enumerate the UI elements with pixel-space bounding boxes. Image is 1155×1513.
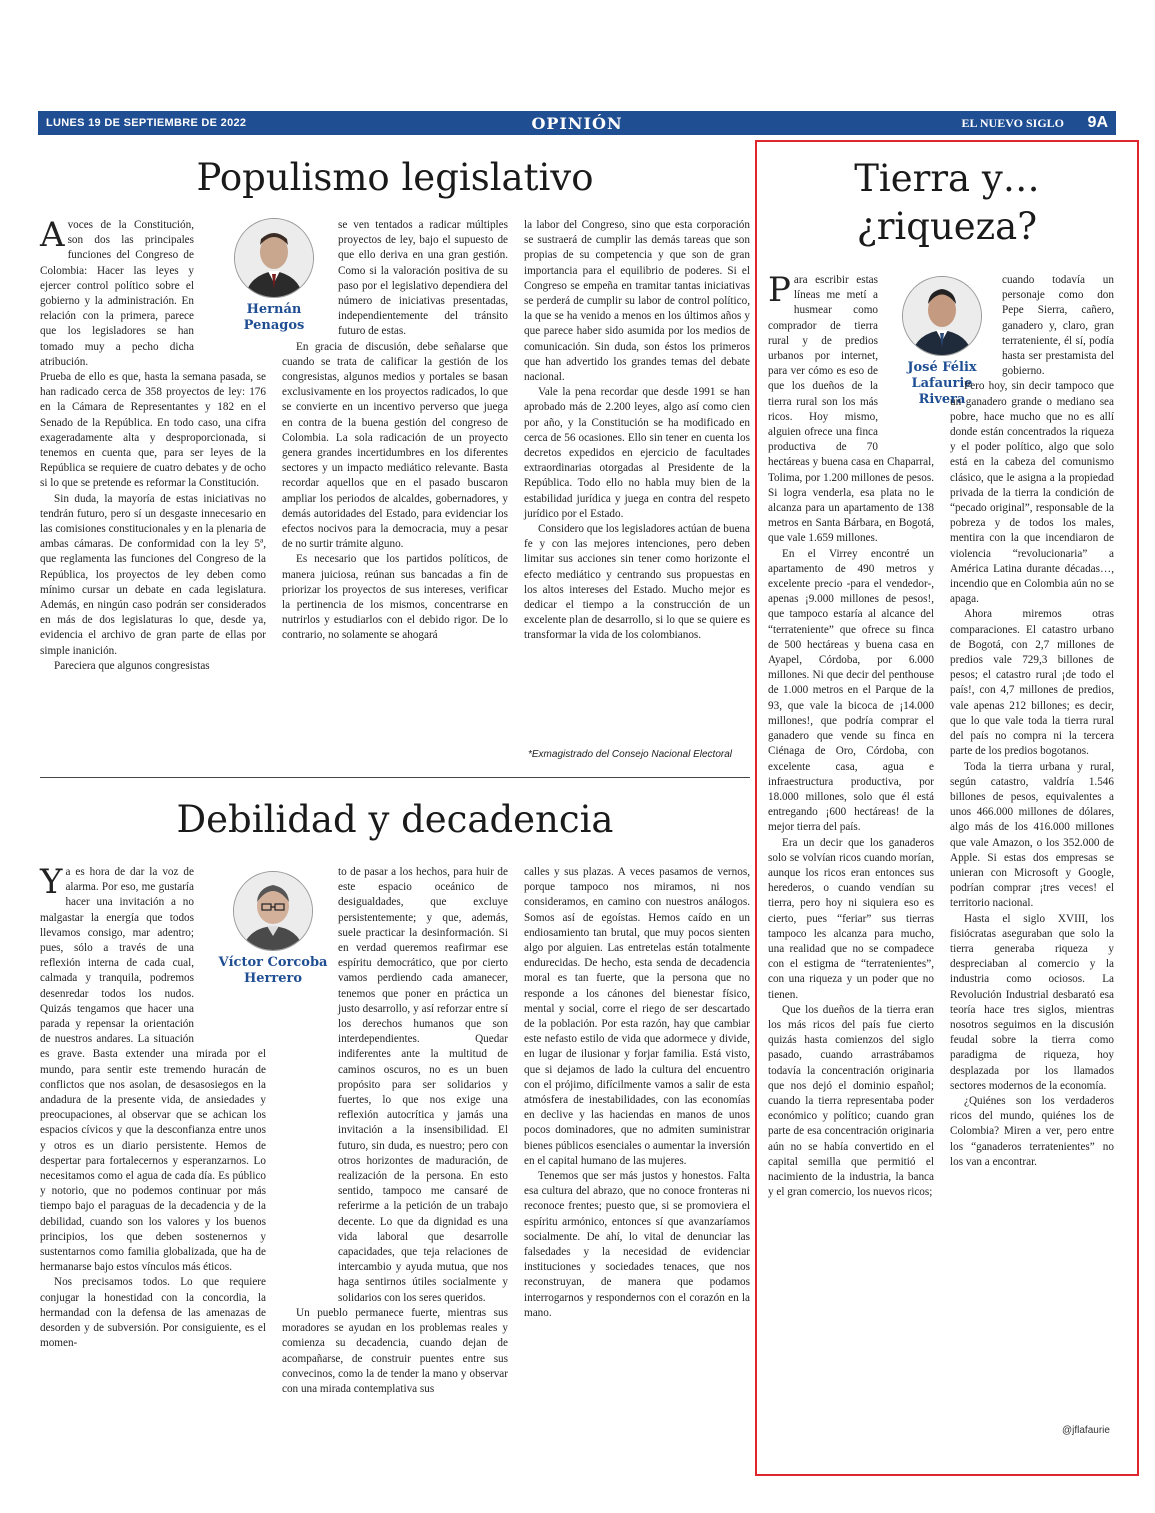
author-first-name: José Félix: [907, 360, 977, 375]
article3-title-line-2: ¿riqueza?: [856, 205, 1038, 248]
article1-column-2: [282, 218, 508, 644]
paragraph: Pero hoy, sin decir tampoco que un ganadero grande o mediano sea pobre, hace mucho que no es allí donde están concentrados la riqueza y el poder político, algo que solo está en la cabeza del comunismo clásico, que le asigna a la propiedad privada de la tierra la condición de “pecado original”, responsable de la pobreza y de todos los males, mentira con la que incendiaron de violencia “revolucionaria” a América Latina durante décadas…, incendio que en Colombia aún no se apaga.: [950, 380, 1114, 606]
issue-date: LUNES 19 DE SEPTIEMBRE DE 2022: [46, 117, 247, 129]
article2-title: Debilidad y decadencia: [176, 798, 614, 841]
article3-title-line-1: Tierra y…: [854, 157, 1040, 200]
article1-footnote: *Exmagistrado del Consejo Nacional Electoral: [528, 749, 732, 760]
page-header-bar: [38, 111, 1116, 135]
author-first-name: Hernán: [246, 302, 302, 317]
paragraph: voces de la Constitución, son dos las principales funciones del Congreso de Colombia: Hacer las leyes y ejercer control político sobre el gobierno y la administración. En relación con la primera, parece que los legisladores se han tomado muy a pecho dicha atribución.: [40, 219, 194, 368]
paragraph: Que los dueños de la tierra eran los más ricos del país fue cierto quizás hasta comienzos del siglo pasado, cuando arrastrábamos todavía la concentración originaria que nos dejó el dominio español; cuando la tierra representaba poder económico y político; cuando gran parte de esa concentración originaria aún no se había convertido en el capital semilla que permitió el nacimiento de la industria, la banca y el gran comercio, los nuevos ricos;: [768, 1003, 934, 1199]
paragraph: cuando todavía un personaje como don Pepe Sierra, cañero, ganadero y, claro, gran terrateniente, él sí, podía hasta ser prestamista del gobierno.: [1002, 274, 1114, 378]
article2-column-3: [524, 865, 750, 1321]
paragraph: calles y sus plazas. A veces pasamos de vernos, porque tampoco nos miramos, ni nos consideramos, en camino con nuestros análogos. Somos así de egoístas. Hemos caído en un endiosamiento tan brutal, que muy pocos sienten algo por alguien. Las entretelas están totalmente endurecidas. De hecho, esta senda de decadencia moral es tan fuerte, que la persona que no responde a los cánones del bienestar físico, mental y social, corre el riego de ser descartado de la población. Por esta razón, hay que cambiar este nefasto estilo de vida que adormece y divide, en lugar de ilusionar y forjar familia. Está visto, que si dejamos de lado la cultura del encuentro con el prójimo, difícilmente vamos a salir de esta atmósfera de inestabilidades, con las economías en declive y las haciendas en manos de unos pocos dominadores, que no admiten suministrar bienes públicos esenciales o aumentar la inversión en el capital humano de las mujeres.: [524, 866, 750, 1167]
paragraph: En el Virrey encontré un apartamento de 490 metros y excelente precio -para el vendedor-, apenas ¡9.000 millones de pesos!, que tampoco estaría al alcance del “terrateniente” que ofrece su finca de 500 hectáreas y buena casa en Ayapel, Córdoba, por 6.000 millones. Ni que decir del penthouse de 1.000 metros en el Parque de la 93, que vale la bicoca de ¡14.000 millones!, que podría comprar el ganadero que vende su finca en Ciénaga de Oro, Córdoba, con excelente casa, agua e infraestructura productiva, por 18.000 millones, solo que él está entregando ¡600 hectáreas! de la mejor tierra del país.: [768, 547, 934, 834]
paragraph: Pareciera que algunos congresistas: [54, 659, 210, 672]
article1-column-3: [524, 218, 750, 644]
paragraph: ara escribir estas líneas me metí a husmear como comprador de tierra rural y de predios urbanos por internet, para ver cómo es eso de que los dueños de la tierra rural son los más ricos. Hoy mismo, alguien ofrece una finca productiva de 70 hectáreas y buena casa en Chaparral, Tolima, por 1.200 millones de pesos. Si logra venderla, esa plata no le alcanza para un apartamento de 138 metros en Santa Bárbara, en Bogotá, que vale 1.659 millones.: [768, 274, 934, 545]
article2-column-2: [282, 865, 508, 1397]
paragraph: Nos precisamos todos. Lo que requiere conjugar la honestidad con la concordia, la hermandad con la defensa de las amenazas de desorden y de subversión. Por consiguiente, es el momen-: [40, 1276, 266, 1350]
paragraph: Toda la tierra urbana y rural, según catastro, valdría 1.546 billones de pesos, equivalentes a unos 466.000 millones de dólares, algo más de los 416.000 millones que vale Amazon, o los 352.000 de Apple. Si estas dos empresas se unieran con Microsoft y Google, podrían comprar ¡tres veces! el territorio nacional.: [950, 760, 1114, 910]
paragraph: la labor del Congreso, sino que esta corporación se sustraerá de cumplir las demás tareas que son propias de su competencia y que son de gran importancia para el equilibrio de poderes. Si el Congreso se empeña en tramitar tantas iniciativas se perderá de cumplir su labor de control político, la que se ha venido a menos en los últimos años y que parece haber sido asumida por los medios de comunicación. Sin duda, son éstos los primeros que han advertido los grandes temas del debate nacional.: [524, 219, 750, 384]
article-divider: [40, 777, 750, 778]
author-first-name: Víctor Corcoba: [218, 955, 328, 970]
paragraph: Hasta el siglo XVIII, los fisiócratas aseguraban que solo la tierra generaba riqueza y despreciaban al comercio y la industria como ociosos. La Revolución Industrial desbarató esa teoría hace tres siglos, mientras nosotros seguimos en la discusión feudal sobre la tierra como paradigma de riqueza, hoy desplazada por los llamados sectores modernos de la economía.: [950, 912, 1114, 1092]
newspaper-name: EL NUEVO SIGLO: [961, 115, 1064, 130]
author-social-handle: @jflafaurie: [1062, 1425, 1110, 1436]
paragraph: Era un decir que los ganaderos solo se volvían ricos cuando morían, aunque los ricos eran entonces sus herederos, o cuando vendían su tierra, pero hoy ni siquiera eso es cierto, pues “feriar” sus tierras tampoco les alcanza para mucho, una realidad que no se compadece con el estigma de “terratenientes”, con una riqueza y un poder que no tienen.: [768, 836, 934, 1001]
paragraph: Sin duda, la mayoría de estas iniciativas no tendrán futuro, pero sí un desgaste innecesario en las comisiones constitucionales y en la plenaria de ambas cámaras. De conformidad con la ley 5ª, que reglamenta las funciones del Congreso de la República, los proyectos de ley deben como mínimo cursar un debate en cada legislatura. Además, en ningún caso podrán ser considerados en más de dos legislaturas lo que, desde ya, evidencia el archivo de gran parte de ellas por simple inanición.: [40, 492, 266, 657]
article3-column-2: [950, 273, 1114, 1170]
paragraph: ¿Quiénes son los verdaderos ricos del mundo, quiénes los de Colombia? Miren a ver, pero entre los “ganaderos terratenientes” no los van a encontrar.: [950, 1094, 1114, 1168]
paragraph: Tenemos que ser más justos y honestos. Falta esa cultura del abrazo, que no conoce fronteras ni reconoce frentes; puesto que, si se promoviera el espíritu armónico, entonces sí que avanzaríamos socialmente. De ahí, lo vital de denunciar las falsedades y la necesidad de evidenciar instituciones y sociedades tenaces, que nos reconstruyan, de manera que podamos interrogarnos y respondernos con el corazón en la mano.: [524, 1170, 750, 1319]
author-last-name: Penagos: [243, 318, 305, 333]
article3-title: [760, 155, 1134, 251]
paragraph: Es necesario que los partidos políticos, de manera juiciosa, reúnan sus bancadas a fin de priorizar los proyectos de sus intereses, verificar la pertinencia de los mismos, concentrarse en nutrirlos y estudiarlos con el debido rigor. De lo contrario, no solamente se ahogará: [282, 553, 508, 642]
paragraph: Prueba de ello es que, hasta la semana pasada, se han radicado cerca de 358 proyectos de ley: 176 en la Cámara de Representantes y 182 en el Senado de la República. En todo caso, una cifra exageradamente alta y desproporcionada, si tenemos en cuenta que, para ser leyes de la República se requiere de cuatro debates y de ocho si lo que se pretende es reformar la Constitución.: [40, 371, 266, 490]
article3-dropcap: P: [768, 270, 791, 310]
article2-dropcap: Y: [40, 862, 63, 902]
paragraph: to de pasar a los hechos, para huir de este espacio oceánico de desigualdades, que excluye persistentemente; y que, además, suele practicar la desinformación. Si en verdad queremos reafirmar ese espíritu democrático, que por cierto vamos perdiendo cada amanecer, tenemos que poner en práctica un justo desarrollo, y así reforzar entre sí los derechos humanos que son interdependientes. Quedar indiferentes ante la multitud de caminos oscuros, no es un buen propósito para ser solidarios y fuertes, lo que nos exige una reflexión autocrítica y jamás una invitación a la insensibilidad. El futuro, sin duda, es nuestro; pero con otros horizontes de maduración, de realización de la persona. En esto sentido, tampoco me cansaré de referirme a la petición de un trabajo decente. Lo que da dignidad es una vida laboral que desarrolle capacidades, que teja relaciones de intercambio y ayuda mutua, que nos haga sentirnos útiles socialmente y solidarios con los seres queridos.: [338, 866, 508, 1304]
paragraph: Un pueblo permanece fuerte, mientras sus moradores se ayudan en los problemas reales y comienza su decadencia, cuando dejan de acompañarse, de construir puentes entre sus convecinos, como la de tender la mano y observar con una mirada contemplativa sus: [282, 1306, 508, 1395]
article3-column-1: [768, 270, 934, 1200]
author-last-name: Herrero: [243, 971, 303, 986]
paragraph: se ven tentados a radicar múltiples proyectos de ley, bajo el supuesto de que ello deriva en una gran gestión. Como si la valoración positiva de su paso por el legislativo dependiera del número de iniciativas presentadas, independientemente del tránsito futuro de estas.: [338, 219, 508, 338]
page-number: 9A: [1087, 114, 1108, 131]
article1-dropcap: A: [40, 215, 65, 255]
paragraph: a es hora de dar la voz de alarma. Por eso, me gustaría hacer una invitación a no malgastar la energía que todos llevamos consigo, mar adentro; pues, sólo a través de una reflexión interna de cada cual, calmada y tranquila, podremos desenredar todos los nudos. Quizás tengamos que hacer una parada y repensar la orientación de nuestros andares. La situación es grave. Basta extender una mirada por el mundo, para sentir este tremendo huracán de conflictos que nos asolan, de desasosiegos en la andadura de la presente vida, de ansiedades y preocupaciones, al observar que se achican los espacios cívicos y que la desconfianza entre unos y otros es un diario persistente. Hemos de despertar para fortalecernos y esperanzarnos. Lo necesitamos como el agua de cada día. Es público y notorio, que no podemos continuar por más tiempo bajo el paraguas de la decadencia y de la debilidad, cuando son los valores y los buenos principios, los que deben sostenernos y sustentarnos como familia globalizada, que ha de hermanarse bajo estos vínculos más éticos.: [40, 866, 266, 1274]
paragraph: En gracia de discusión, debe señalarse que cuando se trata de calificar la gestión de los congresistas, algunos medios y portales se basan exclusivamente en los proyectos radicados, lo que se convierte en un incentivo perverso que juega en contra de la buena gestión del congreso de Colombia. La sola radicación de un proyecto genera grandes incertidumbres en los diferentes sectores y un impacto mediático relevante. Basta recordar aquellos que en el pasado buscaron ampliar los periodos de alcaldes, gobernadores, y demás autoridades del Estado, para evidenciar los efectos nocivos para la democracia, muy a pesar de no surtir trámite alguno.: [282, 340, 508, 551]
article1-title: Populismo legislativo: [196, 156, 594, 199]
section-title: OPINIÓN: [531, 113, 623, 133]
paragraph: Considero que los legisladores actúan de buena fe y con las mejores intenciones, pero deben limitar sus acciones sin tener como horizonte el efecto mediático y centrando sus propuestas en los altos intereses del Estado. Mucho mejor es dedicar el tiempo a la construcción de un excelente plan de desarrollo, si lo que se quiere es transformar la vida de los colombianos.: [524, 523, 750, 642]
paragraph: Vale la pena recordar que desde 1991 se han aprobado más de 2.200 leyes, algo así como cien por año, y la Constitución se ha modificado en cerca de 56 ocasiones. Ello sin tener en cuenta los decretos expedidos en ejercicio de facultades extraordinarias otorgadas al Presidente de la República. Todo ello no habla muy bien de la estabilidad jurídica y juega en contra del respeto jurídico por el Estado.: [524, 386, 750, 520]
author-last-name: Rivera: [918, 392, 966, 407]
author-middle-name: Lafaurie: [911, 376, 973, 391]
paragraph: Ahora miremos otras comparaciones. El catastro urbano de Bogotá, con 2,7 millones de predios vale 729,3 billones de pesos; el catastro rural ¡de todo el país!, con 4,7 millones de predios, vale apenas 212 billones; es decir, que lo que vale toda la tierra rural del país no compra ni la tercera parte de los predios bogotanos.: [950, 608, 1114, 758]
